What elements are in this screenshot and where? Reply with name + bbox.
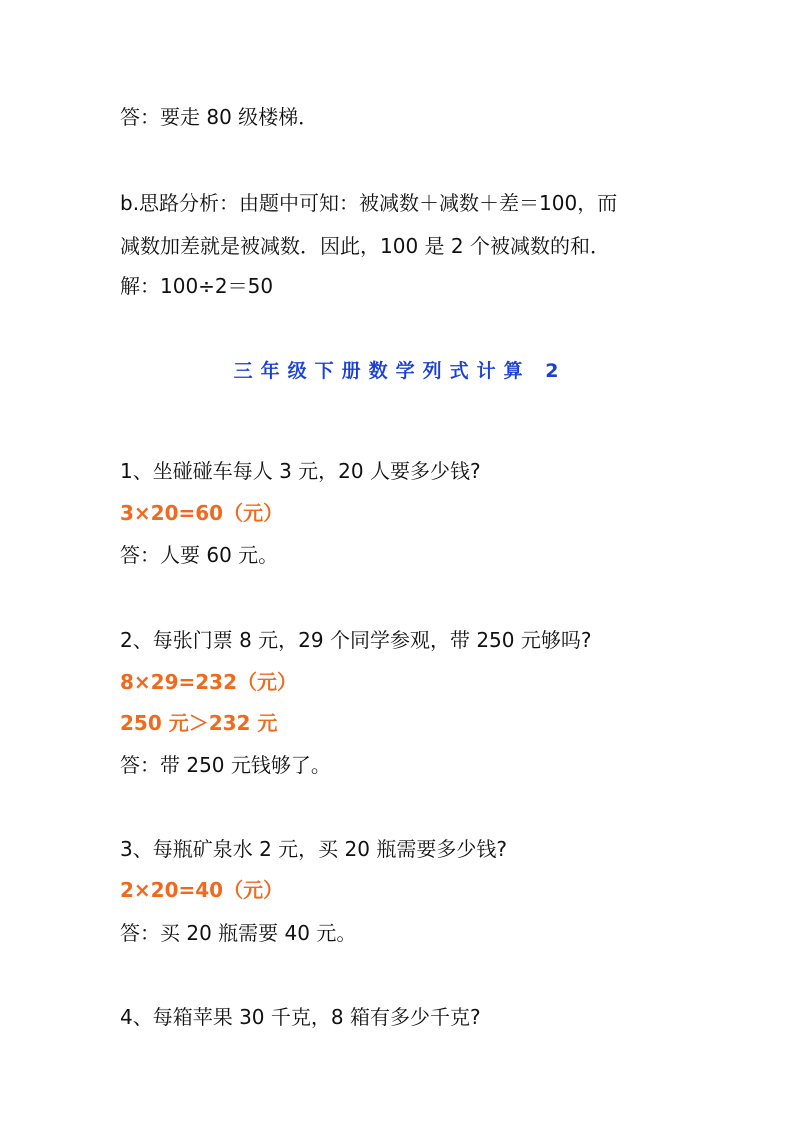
answer-line: 答：要走 80 级楼梯． bbox=[120, 105, 319, 129]
question-2: 2、每张门票 8 元，29 个同学参观，带 250 元够吗? bbox=[120, 628, 592, 652]
question-1: 1、坐碰碰车每人 3 元，20 人要多少钱? bbox=[120, 459, 481, 483]
analysis-line: 减数加差就是被减数．因此，100 是 2 个被减数的和． bbox=[120, 234, 610, 258]
analysis-line: b.思路分析：由题中可知：被减数＋减数＋差＝100，而 bbox=[120, 191, 618, 215]
solution-line: 解：100÷2＝50 bbox=[120, 274, 274, 298]
question-1-calculation: 3×20=60（元） bbox=[120, 501, 284, 525]
question-3-answer: 答：买 20 瓶需要 40 元。 bbox=[120, 921, 357, 945]
question-3-calculation: 2×20=40（元） bbox=[120, 878, 284, 902]
question-2-answer: 答：带 250 元钱够了。 bbox=[120, 753, 331, 777]
question-3: 3、每瓶矿泉水 2 元，买 20 瓶需要多少钱? bbox=[120, 837, 507, 861]
question-1-answer: 答：人要 60 元。 bbox=[120, 543, 279, 567]
question-2-comparison: 250 元＞232 元 bbox=[120, 711, 278, 735]
question-2-calculation: 8×29=232（元） bbox=[120, 670, 298, 694]
section-title: 三年级下册数学列式计算 2 bbox=[233, 360, 567, 382]
question-4: 4、每箱苹果 30 千克，8 箱有多少千克? bbox=[120, 1005, 481, 1029]
